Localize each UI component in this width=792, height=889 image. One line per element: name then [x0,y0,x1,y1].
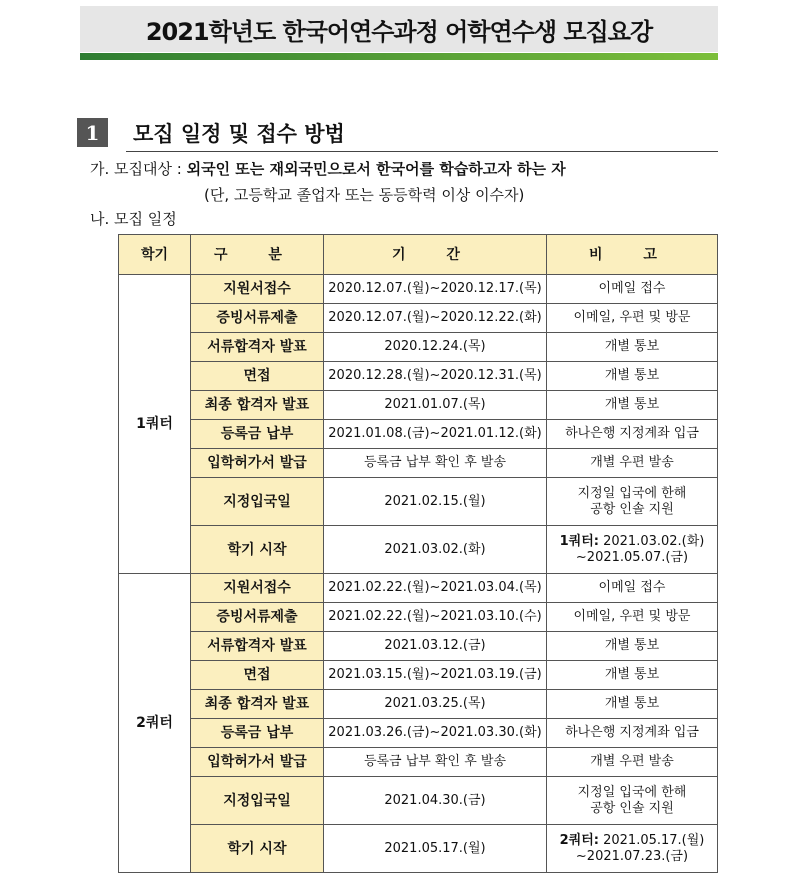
period-cell: 2021.02.22.(월)~2021.03.04.(목) [324,574,547,603]
table-row [119,391,718,420]
category-cell: 등록금 납부 [191,719,324,748]
note-cell: 이메일, 우편 및 방문 [547,304,718,333]
note-cell: 개별 우편 발송 [547,449,718,478]
title-underline [80,53,718,60]
table-row [119,449,718,478]
period-cell: 2021.01.07.(목) [324,391,547,420]
category-cell: 면접 [191,661,324,690]
period-cell: 2021.03.26.(금)~2021.03.30.(화) [324,719,547,748]
category-cell: 증빙서류제출 [191,304,324,333]
section-number: 1 [77,118,108,147]
period-cell: 2021.03.02.(화) [324,526,547,574]
table-row [119,825,718,873]
table-row [119,748,718,777]
period-cell: 2020.12.24.(목) [324,333,547,362]
note-cell: 이메일, 우편 및 방문 [547,603,718,632]
note-cell: 개별 통보 [547,333,718,362]
table-row [119,690,718,719]
period-cell: 등록금 납부 확인 후 발송 [324,449,547,478]
note-cell: 하나은행 지정계좌 입금 [547,719,718,748]
note-text: 지정일 입국에 한해 [577,784,687,800]
category-cell: 면접 [191,362,324,391]
note-line-2: 공항 인솔 지원 [590,501,674,517]
table-row [119,632,718,661]
note-cell: 개별 통보 [547,661,718,690]
note-cell [547,526,718,574]
note-term-label: 1쿼터: [559,533,599,549]
table-header-row [119,235,718,275]
header-category: 구 분 [191,235,324,275]
period-cell: 2020.12.07.(월)~2020.12.22.(화) [324,304,547,333]
note-cell [547,777,718,825]
table-row [119,362,718,391]
category-cell: 서류합격자 발표 [191,632,324,661]
category-cell: 지원서접수 [191,574,324,603]
category-cell: 서류합격자 발표 [191,333,324,362]
category-cell: 학기 시작 [191,526,324,574]
category-cell: 등록금 납부 [191,420,324,449]
period-cell: 2021.03.25.(목) [324,690,547,719]
section-title: 모집 일정 및 접수 방법 [133,122,345,146]
period-cell: 2021.05.17.(월) [324,825,547,873]
table-row [119,603,718,632]
note-line-1 [549,534,715,550]
schedule-table [118,234,718,873]
note-line-2: ~2021.07.23.(금) [575,848,689,864]
period-cell: 2021.03.15.(월)~2021.03.19.(금) [324,661,547,690]
note-cell [547,825,718,873]
category-cell: 입학허가서 발급 [191,449,324,478]
table-row [119,719,718,748]
note-text: 2021.05.17.(월) [598,832,705,848]
table-row [119,304,718,333]
category-cell: 지정입국일 [191,777,324,825]
table-row [119,661,718,690]
note-cell: 이메일 접수 [547,574,718,603]
note-cell: 개별 통보 [547,690,718,719]
category-cell: 지정입국일 [191,478,324,526]
header-term: 학기 [119,235,191,275]
category-cell: 학기 시작 [191,825,324,873]
target-text: 외국인 또는 재외국민으로서 한국어를 학습하고자 하는 자 [186,160,566,178]
header-period: 기 간 [324,235,547,275]
header-note: 비 고 [547,235,718,275]
note-cell: 하나은행 지정계좌 입금 [547,420,718,449]
target-label: 가. 모집대상 : [90,160,182,178]
term-cell: 2쿼터 [119,574,191,873]
table-row [119,275,718,304]
note-line-1 [549,486,715,502]
period-cell: 2021.01.08.(금)~2021.01.12.(화) [324,420,547,449]
note-cell: 개별 통보 [547,391,718,420]
category-cell: 증빙서류제출 [191,603,324,632]
note-line-2: ~2021.05.07.(금) [575,549,689,565]
category-cell: 최종 합격자 발표 [191,690,324,719]
target-note: (단, 고등학교 졸업자 또는 동등학력 이상 이수자) [204,186,525,204]
note-text: 지정일 입국에 한해 [577,485,687,501]
period-cell: 등록금 납부 확인 후 발송 [324,748,547,777]
section-divider [126,151,718,152]
table-row [119,478,718,526]
note-text: 2021.03.02.(화) [598,533,705,549]
table-row [119,526,718,574]
note-line-1 [549,833,715,849]
period-cell: 2021.02.22.(월)~2021.03.10.(수) [324,603,547,632]
term-cell: 1쿼터 [119,275,191,574]
category-cell: 입학허가서 발급 [191,748,324,777]
note-line-1 [549,785,715,801]
category-cell: 지원서접수 [191,275,324,304]
note-cell: 개별 통보 [547,362,718,391]
schedule-label: 나. 모집 일정 [90,210,177,228]
table-row [119,333,718,362]
note-cell: 이메일 접수 [547,275,718,304]
note-term-label: 2쿼터: [559,832,599,848]
title-banner [80,6,718,52]
period-cell: 2021.02.15.(월) [324,478,547,526]
period-cell: 2021.04.30.(금) [324,777,547,825]
note-line-2: 공항 인솔 지원 [590,800,674,816]
note-cell [547,478,718,526]
period-cell: 2021.03.12.(금) [324,632,547,661]
table-row [119,777,718,825]
period-cell: 2020.12.28.(월)~2020.12.31.(목) [324,362,547,391]
note-cell: 개별 통보 [547,632,718,661]
document-title: 2021학년도 한국어연수과정 어학연수생 모집요강 [145,17,653,46]
category-cell: 최종 합격자 발표 [191,391,324,420]
table-row [119,420,718,449]
table-row [119,574,718,603]
period-cell: 2020.12.07.(월)~2020.12.17.(목) [324,275,547,304]
note-cell: 개별 우편 발송 [547,748,718,777]
target-line [90,158,566,179]
